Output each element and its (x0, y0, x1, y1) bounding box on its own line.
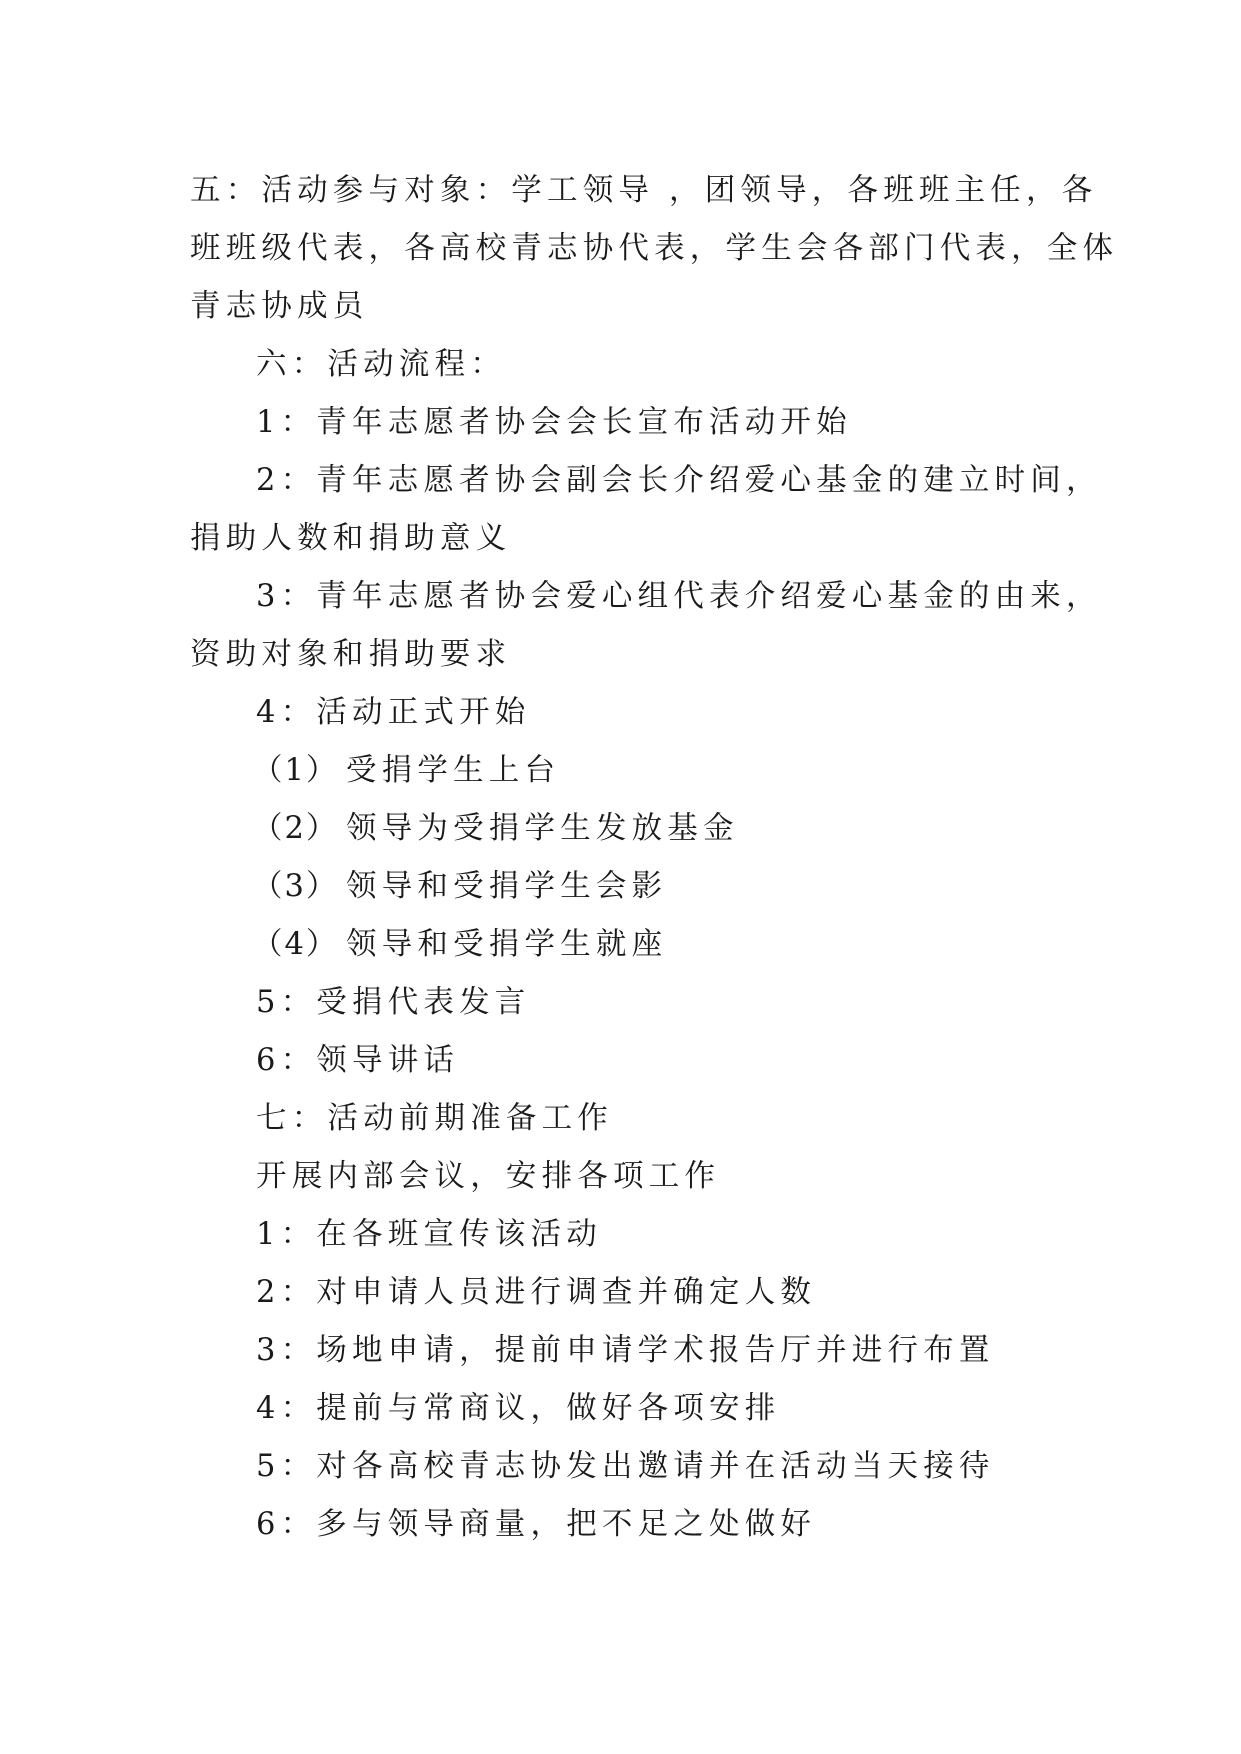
process-step: 3：青年志愿者协会爱心组代表介绍爱心基金的由来， (256, 579, 1102, 614)
preparation-item: 5：对各高校青志协发出邀请并在活动当天接待 (256, 1449, 995, 1484)
preparation-item: 4：提前与常商议，做好各项安排 (256, 1391, 781, 1426)
section-7-preparation (190, 1090, 1060, 1554)
preparation-item: 6：多与领导商量，把不足之处做好 (256, 1507, 817, 1542)
preparation-item: 2：对申请人员进行调查并确定人数 (256, 1275, 817, 1310)
process-step-continuation: 捐助人数和捐助意义 (190, 521, 512, 556)
process-substep (190, 800, 1060, 858)
substep-text: 受捐学生上台 (346, 753, 561, 788)
section-intro: 开展内部会议，安排各项工作 (256, 1159, 721, 1194)
process-step-continuation: 资助对象和捐助要求 (190, 637, 512, 672)
section-heading: 七：活动前期准备工作 (256, 1101, 613, 1136)
document-body (190, 162, 1119, 1554)
preparation-item: 1：在各班宣传该活动 (256, 1217, 602, 1252)
process-step: 5：受捐代表发言 (256, 985, 531, 1020)
substep-number: （2） (252, 811, 339, 846)
process-step: 4：活动正式开始 (256, 695, 531, 730)
paragraph-line: 班班级代表，各高校青志协代表，学生会各部门代表，全体 (190, 231, 1119, 266)
paragraph-line: 青志协成员 (190, 289, 369, 324)
section-6-process (190, 336, 1102, 1090)
preparation-item: 3：场地申请，提前申请学术报告厅并进行布置 (256, 1333, 995, 1368)
process-substep (190, 916, 1060, 974)
substep-number: （1） (252, 753, 339, 788)
process-step: 6：领导讲话 (256, 1043, 460, 1078)
substep-number: （4） (252, 927, 339, 962)
process-substep (190, 742, 1060, 800)
process-substep (190, 858, 1060, 916)
section-5-participants (190, 162, 1119, 336)
section-heading: 六：活动流程： (256, 347, 506, 382)
substep-text: 领导和受捐学生就座 (346, 927, 668, 962)
process-step: 1：青年志愿者协会会长宣布活动开始 (256, 405, 852, 440)
process-step: 2：青年志愿者协会副会长介绍爱心基金的建立时间， (256, 463, 1102, 498)
paragraph-line: 五：活动参与对象：学工领导 ，团领导，各班班主任，各 (190, 173, 1098, 208)
substep-number: （3） (252, 869, 339, 904)
substep-text: 领导和受捐学生会影 (346, 869, 668, 904)
substep-text: 领导为受捐学生发放基金 (346, 811, 739, 846)
